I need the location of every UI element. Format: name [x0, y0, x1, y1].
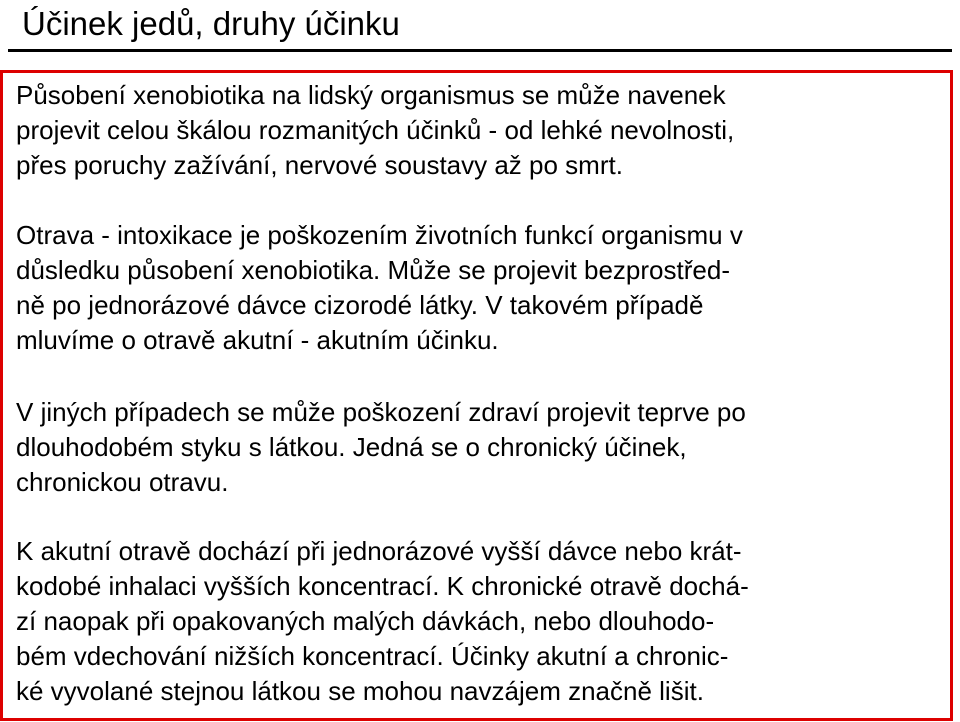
- paragraph-line: dlouhodobém styku s látkou. Jedná se o chronický účinek,: [16, 432, 687, 462]
- slide-title: Účinek jedů, druhy účinku: [22, 5, 400, 42]
- paragraph-line: přes poruchy zažívání, nervové soustavy až po smrt.: [16, 150, 623, 180]
- paragraph-line: důsledku působení xenobiotika. Může se projevit bezprostřed-: [16, 255, 730, 285]
- paragraph-line: ké vyvolané stejnou látkou se mohou navzájem značně lišit.: [16, 676, 704, 706]
- paragraph-line: Otrava - intoxikace je poškozením životních funkcí organismu v: [16, 220, 743, 250]
- paragraph-line: kodobé inhalaci vyšších koncentrací. K chronické otravě dochá-: [16, 571, 749, 601]
- paragraph-line: projevit celou škálou rozmanitých účinků - od lehké nevolnosti,: [16, 115, 735, 145]
- paragraph-acute-vs-chronic: [16, 534, 749, 709]
- paragraph-line: Působení xenobiotika na lidský organismus se může navenek: [16, 80, 726, 110]
- paragraph-line: chronickou otravu.: [16, 467, 229, 497]
- paragraph-line: mluvíme o otravě akutní - akutním účinku.: [16, 325, 499, 355]
- paragraph-line: ně po jednorázové dávce cizorodé látky. V takovém případě: [16, 290, 704, 320]
- paragraph-line: zí naopak při opakovaných malých dávkách, nebo dlouhodo-: [16, 606, 715, 636]
- paragraph-line: K akutní otravě dochází při jednorázové vyšší dávce nebo krát-: [16, 536, 742, 566]
- paragraph-intoxication: [16, 218, 743, 358]
- paragraph-line: bém vdechování nižších koncentrací. Účinky akutní a chronic-: [16, 641, 729, 671]
- paragraph-line: V jiných případech se může poškození zdraví projevit teprve po: [16, 397, 746, 427]
- paragraph-chronic-effect: [16, 395, 746, 500]
- paragraph-xenobiotic-effects: [16, 78, 734, 183]
- title-underline: [8, 49, 952, 52]
